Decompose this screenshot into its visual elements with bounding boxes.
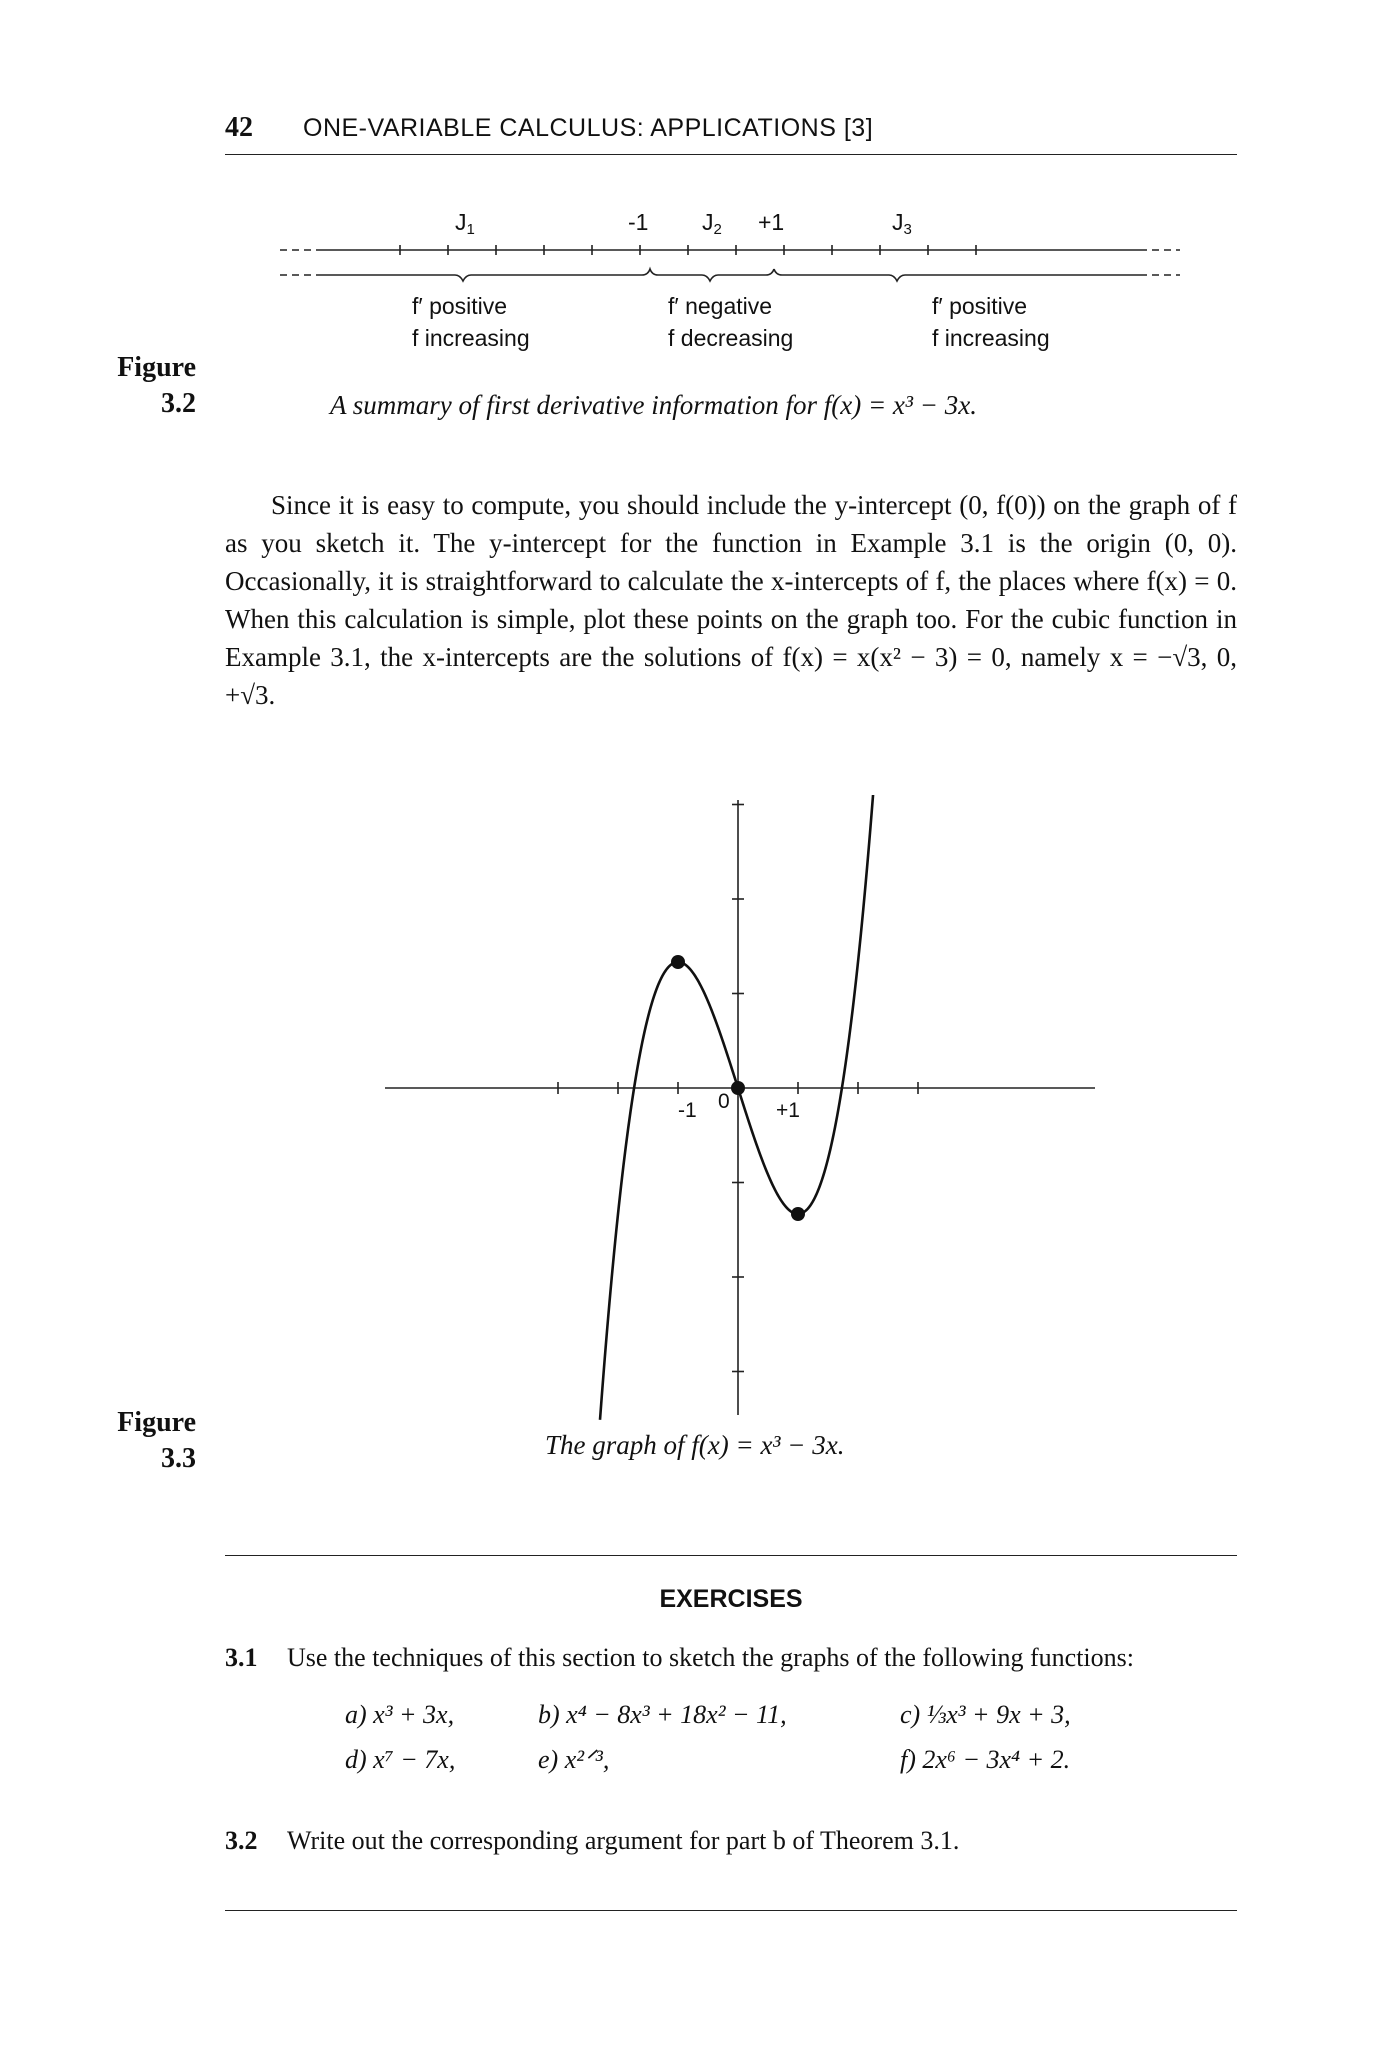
summary-j1-derivative: f′ positive bbox=[412, 293, 508, 319]
summary-j3-derivative: f′ positive bbox=[932, 293, 1028, 319]
exercise-part-a: a) x³ + 3x, bbox=[345, 1700, 455, 1729]
figure-3-3-caption: The graph of f(x) = x³ − 3x. bbox=[545, 1430, 845, 1460]
body-paragraph bbox=[225, 486, 1237, 714]
x-tick-label-zero: 0 bbox=[718, 1090, 730, 1113]
figure-number: 3.2 bbox=[161, 388, 196, 419]
exercise-part-b: b) x⁴ − 8x³ + 18x² − 11, bbox=[538, 1700, 787, 1729]
summary-j2-function: f decreasing bbox=[668, 325, 794, 351]
summary-j1 bbox=[412, 290, 632, 354]
figure-number: 3.3 bbox=[161, 1443, 196, 1474]
exercises-title: EXERCISES bbox=[659, 1585, 803, 1613]
figure-3-3-label bbox=[100, 1405, 196, 1477]
brace-j1 bbox=[320, 275, 642, 281]
figure-3-2-caption: A summary of first derivative information for f(x) = x³ − 3x. bbox=[330, 390, 977, 420]
exercise-number: 3.1 bbox=[225, 1643, 258, 1672]
exercise-part-f: f) 2x⁶ − 3x⁴ + 2. bbox=[900, 1745, 1071, 1774]
header-rule bbox=[225, 154, 1237, 155]
summary-j2 bbox=[668, 290, 888, 354]
tick-label-minus-one: -1 bbox=[628, 209, 649, 235]
interval-label-j2: J2 bbox=[702, 209, 722, 238]
brace-j2 bbox=[642, 269, 774, 281]
point-local-min bbox=[791, 1207, 805, 1221]
figure-word: Figure bbox=[117, 352, 196, 383]
exercise-3-1 bbox=[225, 1643, 1134, 1673]
figure-word: Figure bbox=[117, 1407, 196, 1438]
summary-j2-derivative: f′ negative bbox=[668, 293, 773, 319]
exercise-part-c: c) ⅓x³ + 9x + 3, bbox=[900, 1700, 1071, 1729]
exercise-text: Use the techniques of this section to sketch the graphs of the following functions: bbox=[287, 1643, 1134, 1672]
paragraph-text: Since it is easy to compute, you should include the y-intercept (0, f(0)) on the graph of f as you sketch it. The y-intercept for the function in Example 3.1 is the origin (0, 0). Occasionally, it is straightforward to calculate the x-intercepts of f, the places where f(x) = 0. When this calculation is simple, plot these points on the graph too. For the cubic function in Example 3.1, the x-intercepts are the solutions of f(x) = x(x² − 3) = 0, namely x = −√3, 0, +√3. bbox=[225, 490, 1237, 710]
exercises-top-rule bbox=[225, 1555, 1237, 1556]
point-origin bbox=[731, 1081, 745, 1095]
figure-3-3-graph bbox=[380, 795, 1100, 1425]
function-curve bbox=[600, 795, 882, 1420]
summary-j3-function: f increasing bbox=[932, 325, 1050, 351]
running-title: ONE-VARIABLE CALCULUS: APPLICATIONS [3] bbox=[303, 114, 874, 142]
exercise-number: 3.2 bbox=[225, 1826, 258, 1855]
brace-j3 bbox=[774, 269, 1140, 281]
interval-label-j1: J1 bbox=[455, 209, 475, 238]
exercise-part-e: e) x²ᐟ³, bbox=[538, 1745, 610, 1774]
x-tick-label-minus-one: -1 bbox=[678, 1099, 697, 1122]
interval-label-j3: J3 bbox=[892, 209, 912, 238]
summary-j3 bbox=[932, 290, 1152, 354]
summary-j1-function: f increasing bbox=[412, 325, 530, 351]
exercises-bottom-rule bbox=[225, 1910, 1237, 1911]
axes bbox=[385, 800, 1095, 1415]
exercise-3-2 bbox=[225, 1826, 960, 1856]
page-number: 42 bbox=[225, 112, 253, 143]
exercise-text: Write out the corresponding argument for part b of Theorem 3.1. bbox=[287, 1826, 960, 1855]
x-tick-label-plus-one: +1 bbox=[776, 1099, 800, 1122]
exercise-part-d: d) x⁷ − 7x, bbox=[345, 1745, 456, 1774]
tick-label-plus-one: +1 bbox=[758, 209, 785, 235]
point-local-max bbox=[671, 955, 685, 969]
running-head bbox=[225, 112, 1237, 158]
figure-3-2-label bbox=[100, 350, 196, 422]
